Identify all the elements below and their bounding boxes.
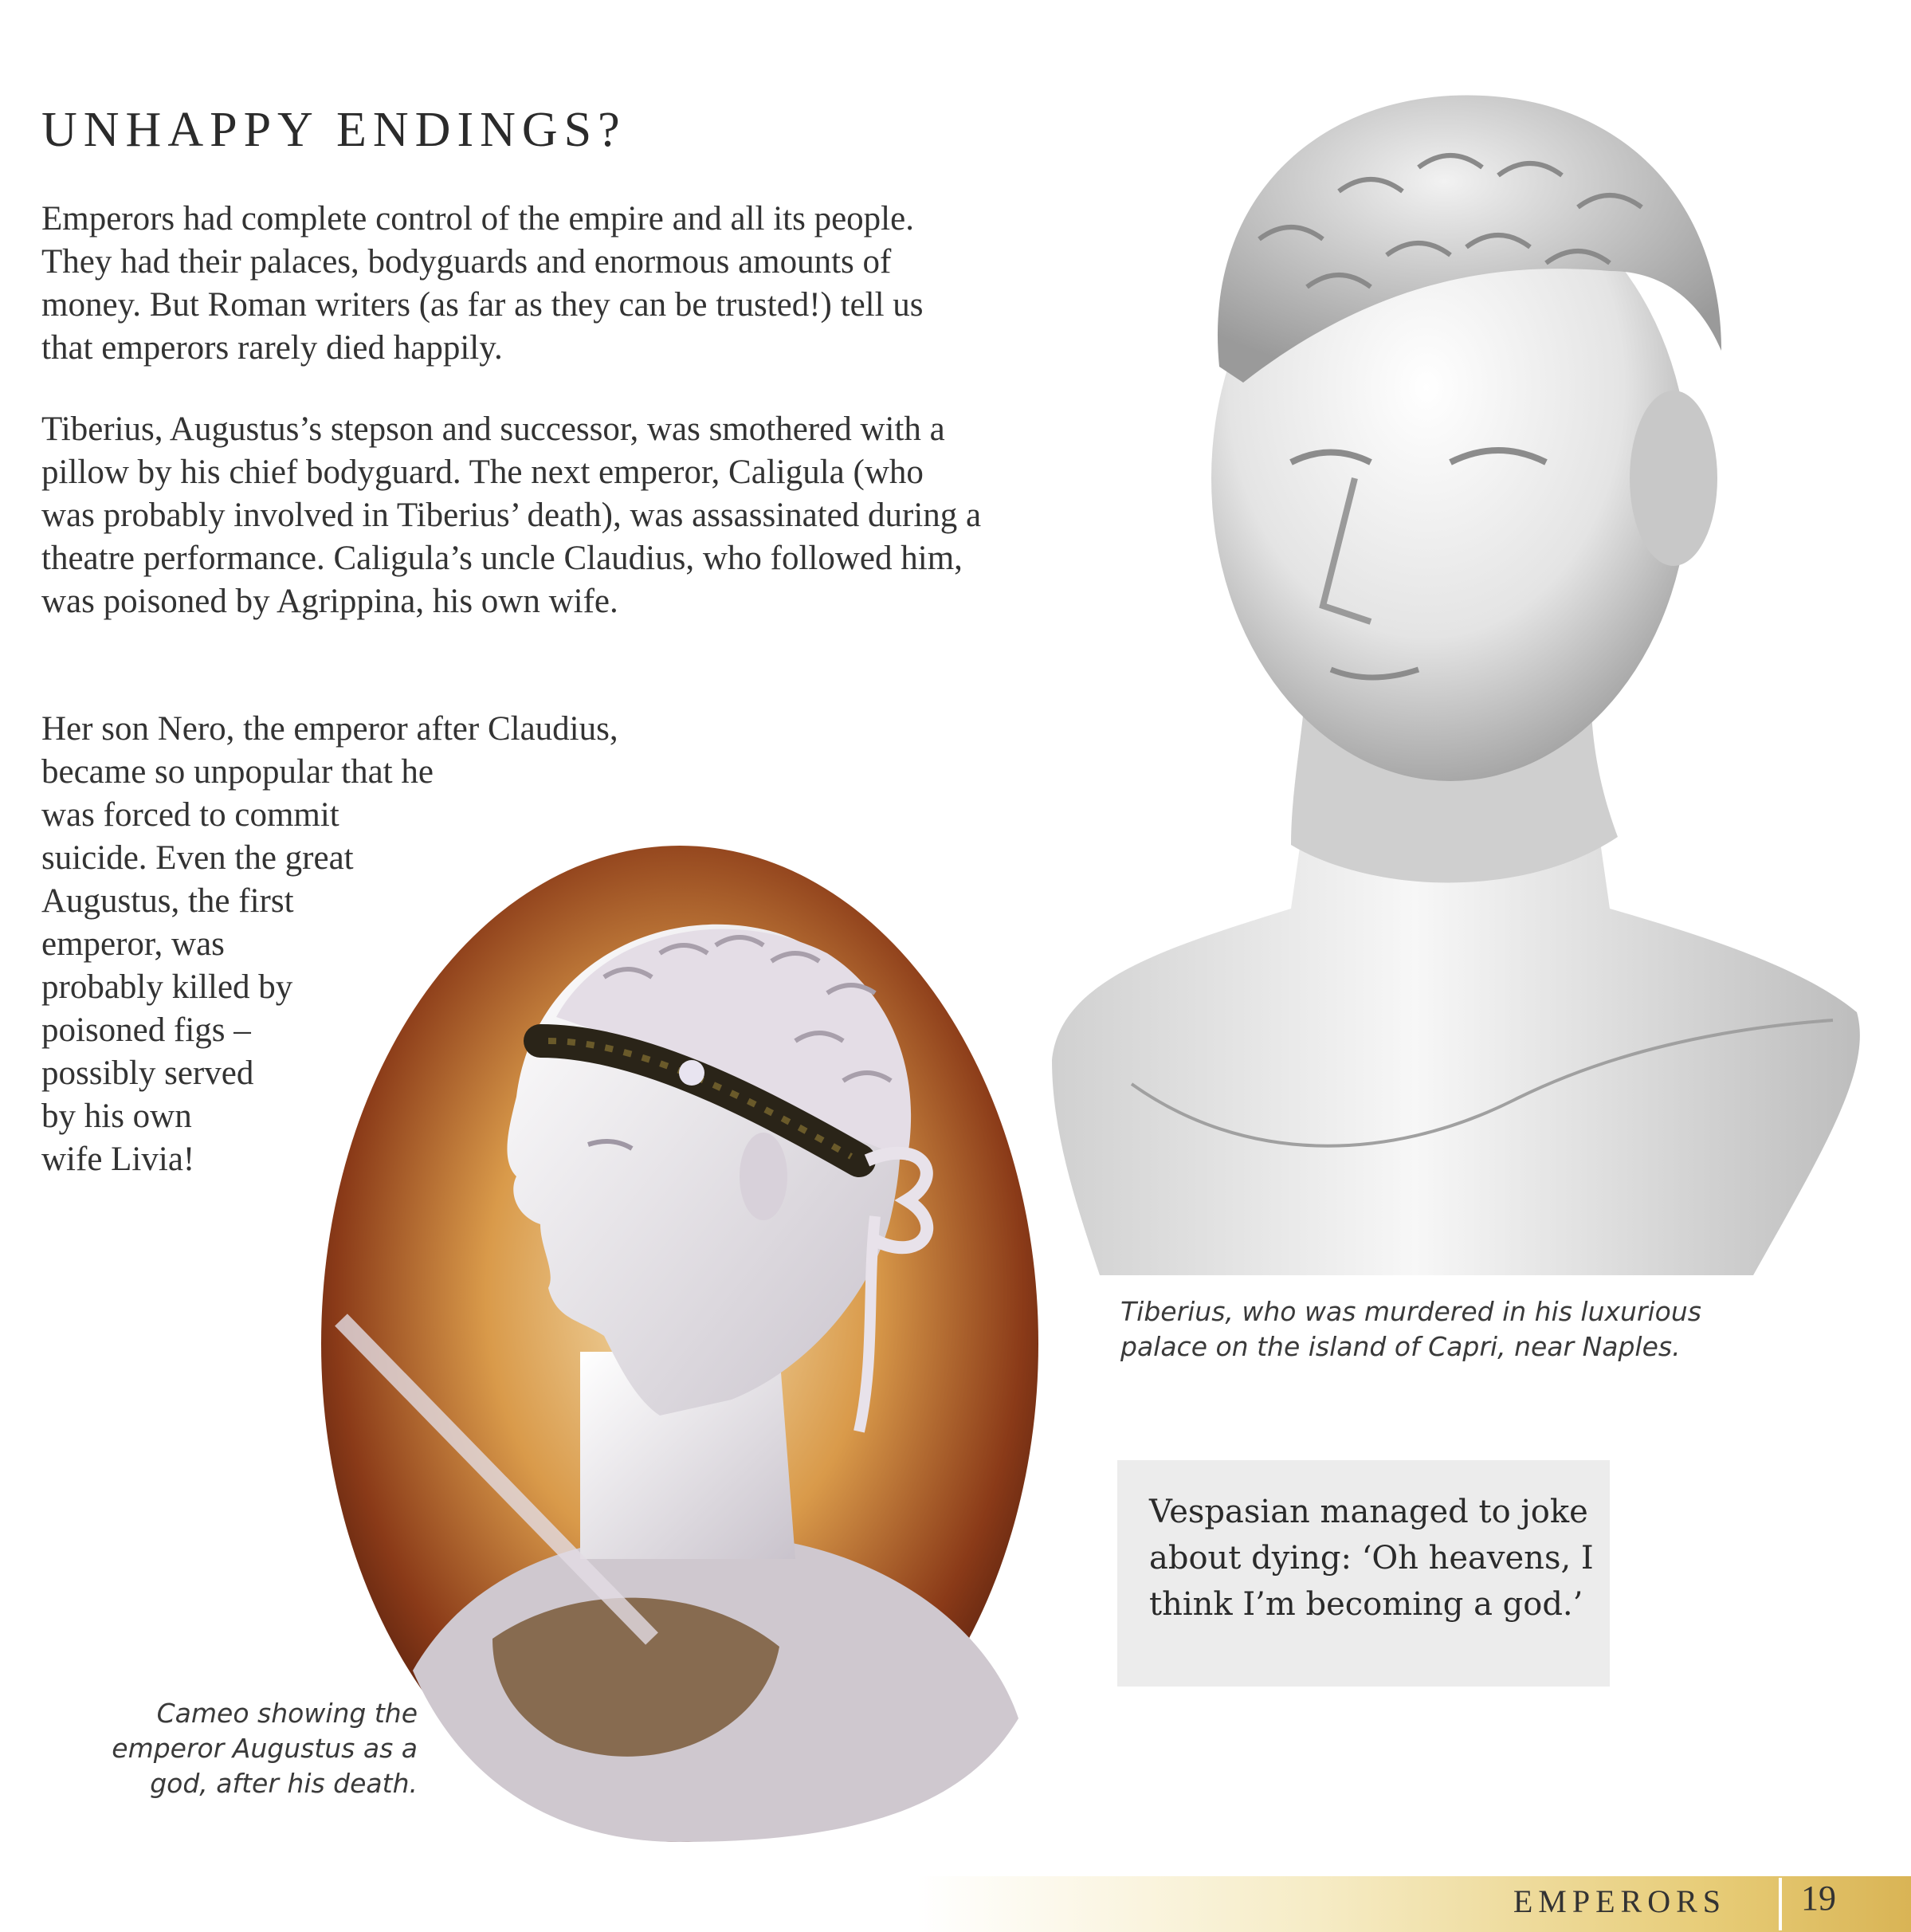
paragraph-line: became so unpopular that he	[41, 753, 434, 791]
paragraph-line: poisoned figs –	[41, 1011, 251, 1049]
paragraph-line: probably killed by	[41, 968, 293, 1006]
tiberius-bust-photo	[1004, 32, 1911, 1275]
body-paragraph-1: Emperors had complete control of the empire and all its people. They had their palaces, bodyguards and enormous amounts of money. But Roman writers (as far as they can be trusted!) tell us that emperors rarely died happily.	[41, 200, 924, 367]
page-title: UNHAPPY ENDINGS?	[41, 103, 626, 157]
body-paragraph-2: Tiberius, Augustus’s stepson and successor, was smothered with a pillow by his chief bodyguard. The next emperor, Caligula (who was probably involved in Tiberius’ death), was assassinated during a theatre performance. Caligula’s uncle Claudius, who followed him, was poisoned by Agrippina, his own wife.	[41, 410, 982, 620]
paragraph-line: possibly served	[41, 1054, 254, 1092]
paragraph-line: suicide. Even the great	[41, 839, 354, 877]
page-number: 19	[1801, 1879, 1836, 1918]
augustus-cameo-photo	[317, 842, 1042, 1846]
paragraph-line: wife Livia!	[41, 1141, 195, 1178]
footer-band	[916, 1876, 1911, 1932]
quote-box	[1117, 1460, 1610, 1687]
paragraph-line: emperor, was	[41, 925, 225, 963]
paragraph-line: Her son Nero, the emperor after Claudius,	[41, 710, 618, 748]
paragraph-line: Augustus, the first	[41, 882, 294, 920]
cameo-caption: Cameo showing the emperor Augustus as a god, after his death.	[112, 1698, 418, 1799]
quote-text: Vespasian managed to joke about dying: ‘Oh heavens, I think I’m becoming a god.’	[1149, 1494, 1594, 1623]
paragraph-line: was forced to commit	[41, 796, 339, 834]
paragraph-line: by his own	[41, 1098, 192, 1135]
footer-section-label: EMPERORS	[1513, 1883, 1726, 1919]
tiberius-caption: Tiberius, who was murdered in his luxurious palace on the island of Capri, near Naples.	[1120, 1296, 1701, 1362]
footer-divider	[1779, 1878, 1782, 1930]
